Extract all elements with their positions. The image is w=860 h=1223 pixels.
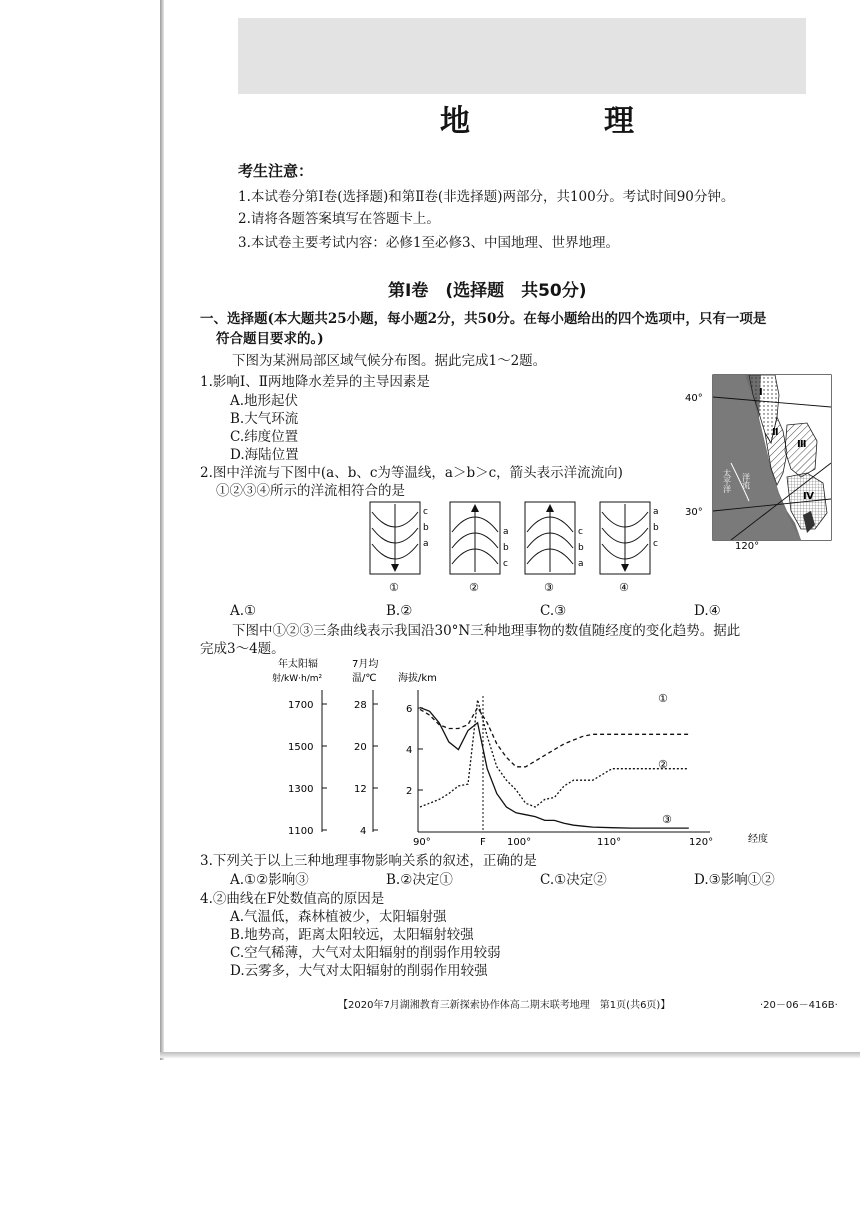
- curve-label: ③: [662, 813, 672, 826]
- q2-option-a: A.①: [230, 603, 257, 619]
- section-instruction: 一、选择题(本大题共25小题，每小题2分，共50分。在每小题给出的四个选项中，只有一项是: [200, 311, 767, 327]
- altitude-ticks: [406, 704, 423, 797]
- altitude-tick: 2: [406, 786, 413, 797]
- map-ocean-label: 太平洋: [722, 469, 732, 493]
- iso-label: c: [578, 527, 583, 537]
- map-zone-label: Ⅰ: [759, 387, 763, 398]
- chart-axis-title: 温/℃: [352, 673, 377, 684]
- map-zone-label: Ⅳ: [803, 491, 814, 502]
- question-3-stem: 3.下列关于以上三种地理事物影响关系的叙述，正确的是: [200, 853, 537, 869]
- iso-label: a: [423, 539, 429, 549]
- page-bottom-shadow: [160, 1052, 860, 1058]
- group-intro-cont: 完成3～4题。: [200, 641, 285, 657]
- q1-option-a: A.地形起伏: [230, 393, 299, 409]
- map-zone-label: Ⅲ: [797, 439, 807, 450]
- section-title: 第Ⅰ卷 (选择题 共50分): [388, 281, 587, 301]
- q3-option-c: C.①决定②: [540, 872, 607, 888]
- iso-label: b: [423, 523, 429, 533]
- diagram-label: ②: [469, 581, 479, 594]
- x-tick: 110°: [597, 837, 622, 848]
- question-2-stem: 2.图中洋流与下图中(a、b、c为等温线，a＞b＞c，箭头表示洋流流向): [200, 465, 623, 481]
- iso-label: a: [578, 559, 584, 569]
- temperature-ticks: [354, 700, 378, 837]
- chart-axis-title: 经度: [748, 834, 768, 845]
- chart-axis-title: 射/kW·h/m²: [272, 674, 323, 684]
- map-zone-label: Ⅱ: [772, 427, 779, 438]
- page-title: 地 理: [440, 104, 686, 139]
- altitude-tick: 6: [406, 704, 413, 715]
- iso-label: b: [503, 543, 509, 553]
- q4-option-c: C.空气稀薄，大气对太阳辐射的削弱作用较弱: [230, 945, 501, 961]
- q3-option-a: A.①②影响③: [230, 872, 309, 888]
- q1-option-d: D.海陆位置: [230, 447, 299, 463]
- series-line-3: [420, 708, 689, 829]
- iso-label: b: [578, 543, 584, 553]
- q4-option-d: D.云雾多，大气对太阳辐射的削弱作用较强: [230, 963, 488, 979]
- series-line-2: [420, 700, 689, 807]
- x-tick: F: [480, 837, 486, 848]
- map-current-label: 洋流: [741, 473, 751, 489]
- header-blank-area: [238, 18, 806, 94]
- notice-item: 1.本试卷分第Ⅰ卷(选择题)和第Ⅱ卷(非选择题)两部分，共100分。考试时间90分钟。: [238, 189, 735, 205]
- iso-label: c: [423, 507, 428, 517]
- radiation-tick: 1500: [288, 742, 314, 753]
- longitude-chart: [270, 656, 780, 852]
- temperature-tick: 20: [354, 742, 367, 753]
- map-lon-120: 120°: [735, 541, 760, 551]
- q1-option-b: B.大气环流: [230, 411, 299, 427]
- chart-axis-title: 年太阳辐: [278, 659, 318, 670]
- isotherm-diagram-2: [450, 502, 509, 594]
- curve-label: ②: [658, 758, 668, 771]
- diagram-label: ①: [389, 581, 399, 594]
- section-instruction-cont: 符合题目要求的。): [216, 331, 324, 347]
- iso-label: a: [653, 507, 659, 517]
- x-tick: 90°: [413, 837, 431, 848]
- radiation-tick: 1700: [288, 700, 314, 711]
- isotherm-diagram-3: [525, 502, 584, 594]
- group-intro: 下图为某洲局部区域气候分布图。据此完成1～2题。: [232, 353, 547, 369]
- chart-axis-title: 7月均: [352, 659, 379, 670]
- diagram-label: ④: [619, 581, 629, 594]
- question-4-stem: 4.②曲线在F处数值高的原因是: [200, 891, 385, 907]
- iso-label: a: [503, 527, 509, 537]
- q3-option-d: D.③影响①②: [694, 872, 775, 888]
- isotherm-diagram-1: [370, 502, 429, 594]
- temperature-tick: 4: [360, 826, 367, 837]
- temperature-tick: 12: [354, 784, 367, 795]
- map-lat-30: 30°: [685, 507, 703, 518]
- footer-code: ·20－06－416B·: [760, 1000, 838, 1011]
- climate-map: [683, 373, 833, 551]
- question-2-stem-cont: ①②③④所示的洋流相符合的是: [216, 483, 405, 499]
- altitude-tick: 4: [406, 745, 413, 756]
- iso-label: c: [653, 539, 658, 549]
- x-ticks: [413, 837, 713, 848]
- q4-option-b: B.地势高，距离太阳较远，太阳辐射较强: [230, 927, 474, 943]
- q2-option-c: C.③: [540, 603, 567, 619]
- q3-option-b: B.②决定①: [386, 872, 453, 888]
- page-edge-shadow: [160, 0, 164, 1060]
- notice-item: 2.请将各题答案填写在答题卡上。: [238, 211, 440, 227]
- notice-item: 3.本试卷主要考试内容：必修1至必修3、中国地理、世界地理。: [238, 235, 620, 251]
- question-1-stem: 1.影响Ⅰ、Ⅱ两地降水差异的主导因素是: [200, 374, 430, 390]
- temperature-tick: 28: [354, 700, 367, 711]
- isotherm-diagrams: [350, 498, 670, 594]
- notice-heading: 考生注意：: [238, 162, 314, 180]
- footer-exam-info: 【2020年7月湖湘教育三新探索协作体高二期末联考地理 第1页(共6页)】: [338, 1000, 671, 1011]
- x-tick: 100°: [507, 837, 532, 848]
- q4-option-a: A.气温低，森林植被少，太阳辐射强: [230, 909, 447, 925]
- group-intro: 下图中①②③三条曲线表示我国沿30°N三种地理事物的数值随经度的变化趋势。据此: [232, 623, 741, 639]
- radiation-ticks: [288, 700, 327, 837]
- isotherm-diagram-4: [600, 502, 659, 594]
- radiation-tick: 1300: [288, 784, 314, 795]
- iso-label: b: [653, 523, 659, 533]
- iso-label: c: [503, 559, 508, 569]
- q2-option-b: B.②: [386, 603, 413, 619]
- map-lat-40: 40°: [685, 393, 703, 404]
- curve-label: ①: [658, 692, 668, 705]
- q1-option-c: C.纬度位置: [230, 429, 299, 445]
- x-tick: 120°: [689, 837, 714, 848]
- radiation-tick: 1100: [288, 826, 314, 837]
- series-line-1: [420, 708, 689, 767]
- q2-option-d: D.④: [694, 603, 721, 619]
- chart-axis-title: 海拔/km: [398, 673, 437, 684]
- diagram-label: ③: [544, 581, 554, 594]
